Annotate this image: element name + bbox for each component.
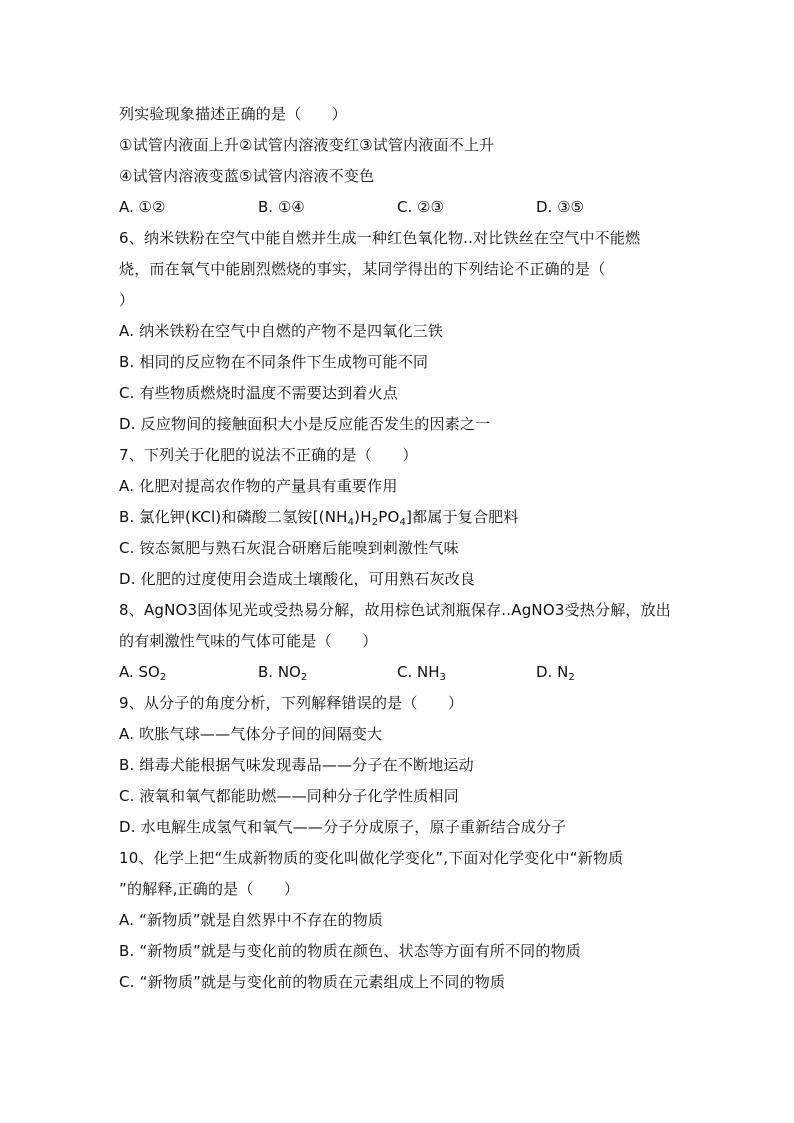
option-c bbox=[397, 662, 446, 682]
question-8-stem-1: 8、AgNO3固体见光或受热易分解，故用棕色试剂瓶保存..AgNO3受热分解，放出 bbox=[119, 601, 671, 619]
option-b: B. ①④ bbox=[258, 198, 305, 216]
q7b-text-4: ]都属于复合肥料 bbox=[406, 508, 519, 526]
option-c-text: C. NH bbox=[397, 663, 440, 681]
question-7-option-a: A. 化肥对提高农作物的产量具有重要作用 bbox=[119, 477, 398, 495]
option-b-subscript: 2 bbox=[300, 672, 308, 683]
question-10-option-b: B. “新物质”就是与变化前的物质在颜色、状态等方面有所不同的物质 bbox=[119, 942, 581, 960]
option-b bbox=[258, 662, 307, 682]
question-7-option-b bbox=[119, 507, 519, 527]
question-5-options bbox=[119, 197, 759, 217]
q7b-subscript-1: 4 bbox=[347, 517, 355, 528]
question-5-statements-2: ④试管内溶液变蓝⑤试管内溶液不变色 bbox=[119, 167, 375, 185]
option-a-subscript: 2 bbox=[159, 672, 167, 683]
question-9-option-a: A. 吹胀气球——气体分子间的间隔变大 bbox=[119, 725, 383, 743]
option-b-text: B. NO bbox=[258, 663, 301, 681]
question-7-option-c: C. 铵态氮肥与熟石灰混合研磨后能嗅到刺激性气味 bbox=[119, 539, 459, 557]
question-7-stem: 7、下列关于化肥的说法不正确的是（ ） bbox=[119, 446, 418, 464]
question-6-option-c: C. 有些物质燃烧时温度不需要达到着火点 bbox=[119, 384, 399, 402]
question-10-option-c: C. “新物质”就是与变化前的物质在元素组成上不同的物质 bbox=[119, 973, 506, 991]
question-8-options bbox=[119, 662, 759, 682]
question-9-option-c: C. 液氧和氧气都能助燃——同种分子化学性质相同 bbox=[119, 787, 459, 805]
option-a: A. ①② bbox=[119, 198, 166, 216]
option-a-text: A. SO bbox=[119, 663, 160, 681]
option-c-subscript: 3 bbox=[439, 672, 446, 683]
q7b-subscript-2: 2 bbox=[371, 517, 379, 528]
question-6-option-a: A. 纳米铁粉在空气中自燃的产物不是四氧化三铁 bbox=[119, 322, 444, 340]
q7b-text-3: PO bbox=[378, 508, 400, 526]
question-6-stem-3: ） bbox=[119, 291, 135, 309]
q7b-text-2: )H bbox=[354, 508, 372, 526]
q7b-subscript-3: 4 bbox=[399, 517, 407, 528]
option-d-subscript: 2 bbox=[568, 672, 575, 683]
question-6-stem-2: 烧，而在氧气中能剧烈燃烧的事实，某同学得出的下列结论不正确的是（ bbox=[119, 260, 606, 278]
question-10-stem-1: 10、化学上把“生成新物质的变化叫做化学变化”,下面对化学变化中“新物质 bbox=[119, 849, 624, 867]
option-c: C. ②③ bbox=[397, 198, 444, 216]
question-9-stem: 9、从分子的角度分析，下列解释错误的是（ ） bbox=[119, 694, 464, 712]
option-d-text: D. N bbox=[536, 663, 569, 681]
question-10-stem-2: ”的解释,正确的是（ ） bbox=[119, 880, 300, 898]
q7b-text-1: B. 氯化钾(KCl)和磷酸二氢铵[(NH bbox=[119, 508, 348, 526]
question-8-stem-2: 的有刺激性气味的气体可能是（ ） bbox=[119, 632, 378, 650]
question-9-option-b: B. 缉毒犬能根据气味发现毒品——分子在不断地运动 bbox=[119, 756, 474, 774]
question-9-option-d: D. 水电解生成氢气和氧气——分子分成原子，原子重新结合成分子 bbox=[119, 818, 567, 836]
question-5-statements-1: ①试管内液面上升②试管内溶液变红③试管内液面不上升 bbox=[119, 136, 495, 154]
question-6-option-d: D. 反应物间的接触面积大小是反应能否发生的因素之一 bbox=[119, 415, 491, 433]
question-5-stem-end: 列实验现象描述正确的是（ ） bbox=[119, 105, 348, 123]
question-10-option-a: A. “新物质”就是自然界中不存在的物质 bbox=[119, 911, 384, 929]
option-a bbox=[119, 662, 166, 682]
question-6-stem-1: 6、纳米铁粉在空气中能自燃并生成一种红色氧化物..对比铁丝在空气中不能燃 bbox=[119, 229, 641, 247]
question-7-option-d: D. 化肥的过度使用会造成土壤酸化，可用熟石灰改良 bbox=[119, 570, 476, 588]
question-6-option-b: B. 相同的反应物在不同条件下生成物可能不同 bbox=[119, 353, 429, 371]
option-d bbox=[536, 662, 575, 682]
option-d: D. ③⑤ bbox=[536, 198, 584, 216]
